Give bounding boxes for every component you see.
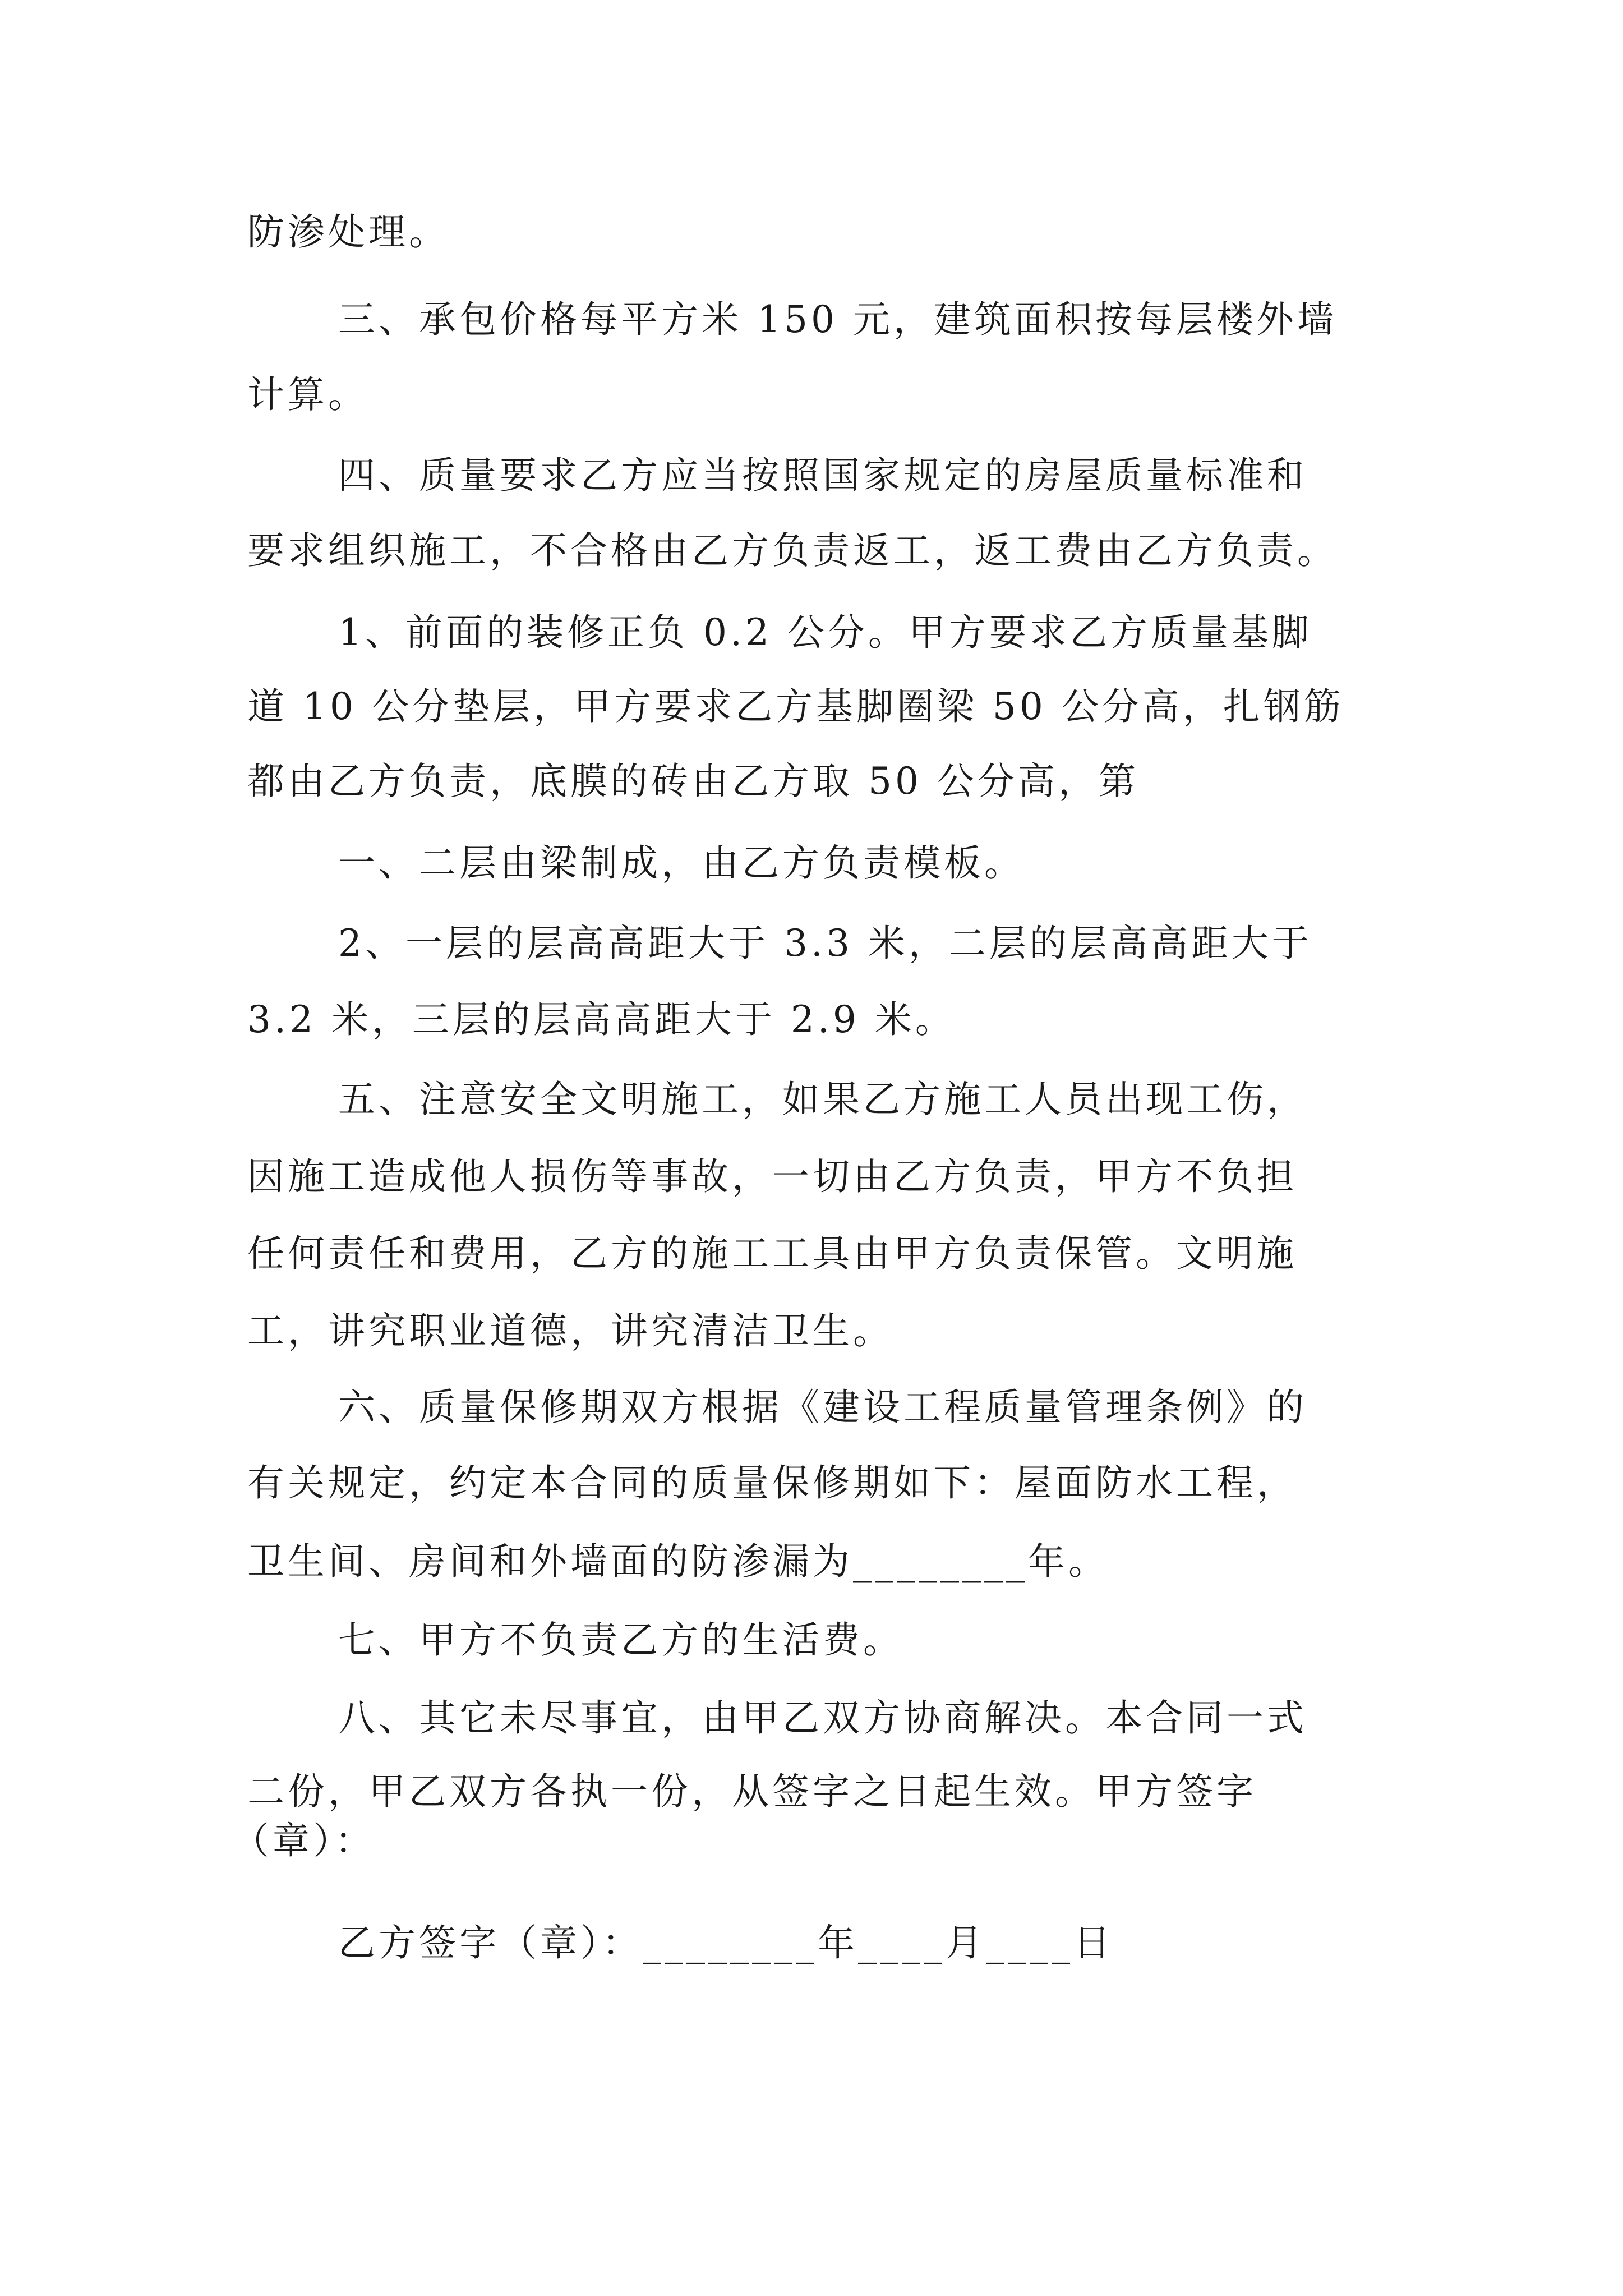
text-line: 要求组织施工，不合格由乙方负责返工，返工费由乙方负责。 xyxy=(247,529,1338,572)
text-line: 八、其它未尽事宜，由甲乙双方协商解决。本合同一式 xyxy=(338,1696,1307,1740)
text-line: 都由乙方负责，底膜的砖由乙方取 50 公分高，第 xyxy=(247,760,1139,803)
text-line: 卫生间、房间和外墙面的防渗漏为________年。 xyxy=(247,1540,1109,1583)
text-line: 3.2 米，三层的层高高距大于 2.9 米。 xyxy=(247,998,956,1041)
text-line: 六、质量保修期双方根据《建设工程质量管理条例》的 xyxy=(338,1386,1307,1429)
text-line: 防渗处理。 xyxy=(247,210,449,254)
text-line: 七、甲方不负责乙方的生活费。 xyxy=(338,1618,903,1662)
text-line: 工，讲究职业道德，讲究清洁卫生。 xyxy=(247,1309,893,1352)
text-line: 四、质量要求乙方应当按照国家规定的房屋质量标准和 xyxy=(338,454,1307,497)
text-line: （章）： xyxy=(232,1819,375,1862)
text-line: 二份，甲乙双方各执一份，从签字之日起生效。甲方签字 xyxy=(247,1770,1257,1813)
text-line: 因施工造成他人损伤等事故，一切由乙方负责，甲方不负担 xyxy=(247,1155,1297,1198)
text-line: 三、承包价格每平方米 150 元，建筑面积按每层楼外墙 xyxy=(338,298,1338,341)
text-line: 一、二层由梁制成，由乙方负责模板。 xyxy=(338,841,1025,885)
text-line: 有关规定，约定本合同的质量保修期如下：屋面防水工程， xyxy=(247,1461,1297,1504)
signature-line: 乙方签字（章）：________年____月____日 xyxy=(338,1921,1114,1964)
text-line: 任何责任和费用，乙方的施工工具由甲方负责保管。文明施 xyxy=(247,1232,1297,1275)
text-line: 道 10 公分垫层，甲方要求乙方基脚圈梁 50 公分高，扎钢筋 xyxy=(247,685,1344,728)
text-line: 2、一层的层高高距大于 3.3 米，二层的层高高距大于 xyxy=(338,922,1312,965)
text-line: 五、注意安全文明施工，如果乙方施工人员出现工伤， xyxy=(338,1078,1307,1121)
text-line: 计算。 xyxy=(247,373,368,416)
text-line: 1、前面的装修正负 0.2 公分。甲方要求乙方质量基脚 xyxy=(338,611,1312,654)
